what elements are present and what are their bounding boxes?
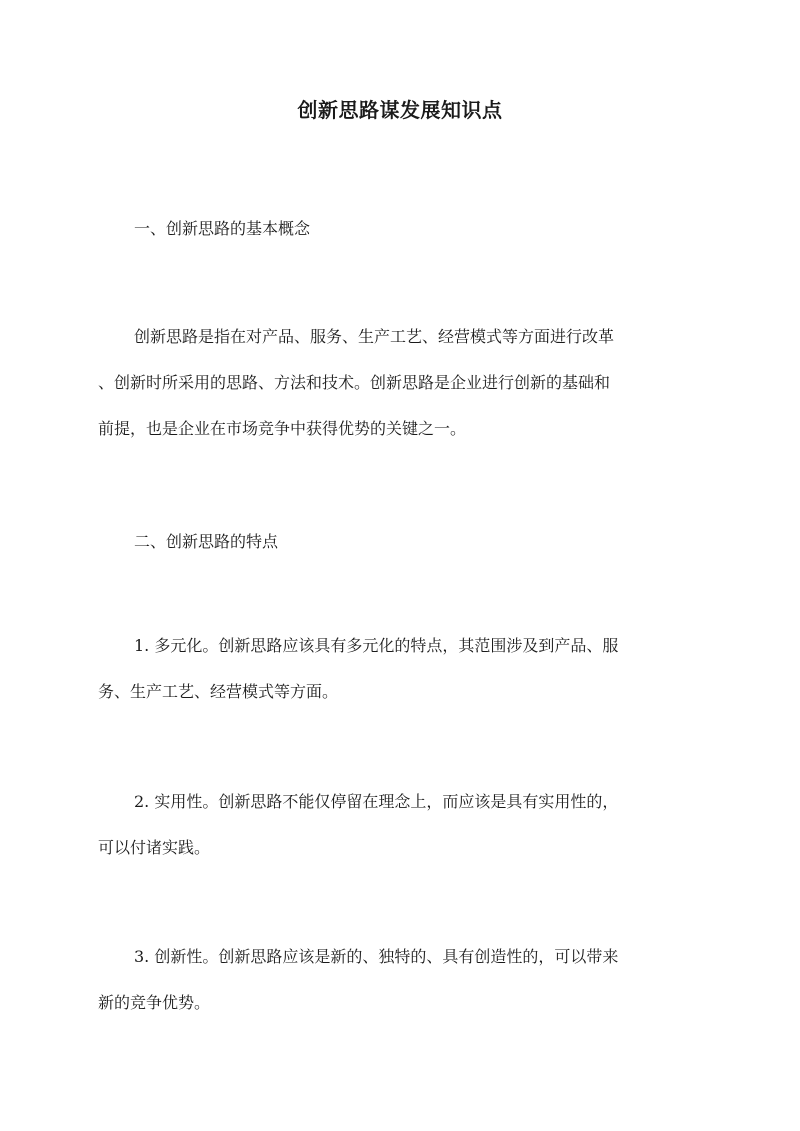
document-title: 创新思路谋发展知识点 <box>297 98 503 122</box>
paragraph-line: 、创新时所采用的思路、方法和技术。创新思路是企业进行创新的基础和 <box>98 373 611 392</box>
paragraph-line: 可以付诸实践。 <box>98 838 211 857</box>
paragraph-line: 3. 创新性。创新思路应该是新的、独特的、具有创造性的，可以带来 <box>134 947 619 966</box>
section-heading-basic-concept: 一、创新思路的基本概念 <box>134 219 311 238</box>
paragraph-basic-concept <box>98 314 708 452</box>
list-item-innovativeness <box>98 934 708 1026</box>
paragraph-line: 前提，也是企业在市场竞争中获得优势的关键之一。 <box>98 419 467 438</box>
list-item-practicality <box>98 779 708 871</box>
paragraph-line: 1. 多元化。创新思路应该具有多元化的特点，其范围涉及到产品、服 <box>134 636 619 655</box>
paragraph-line: 新的竞争优势。 <box>98 993 211 1012</box>
section-heading-features: 二、创新思路的特点 <box>134 532 279 551</box>
paragraph-line: 务、生产工艺、经营模式等方面。 <box>98 682 339 701</box>
list-item-diversity <box>98 623 708 715</box>
paragraph-line: 创新思路是指在对产品、服务、生产工艺、经营模式等方面进行改革 <box>134 327 615 346</box>
paragraph-line: 2. 实用性。创新思路不能仅停留在理念上，而应该是具有实用性的， <box>134 792 619 811</box>
